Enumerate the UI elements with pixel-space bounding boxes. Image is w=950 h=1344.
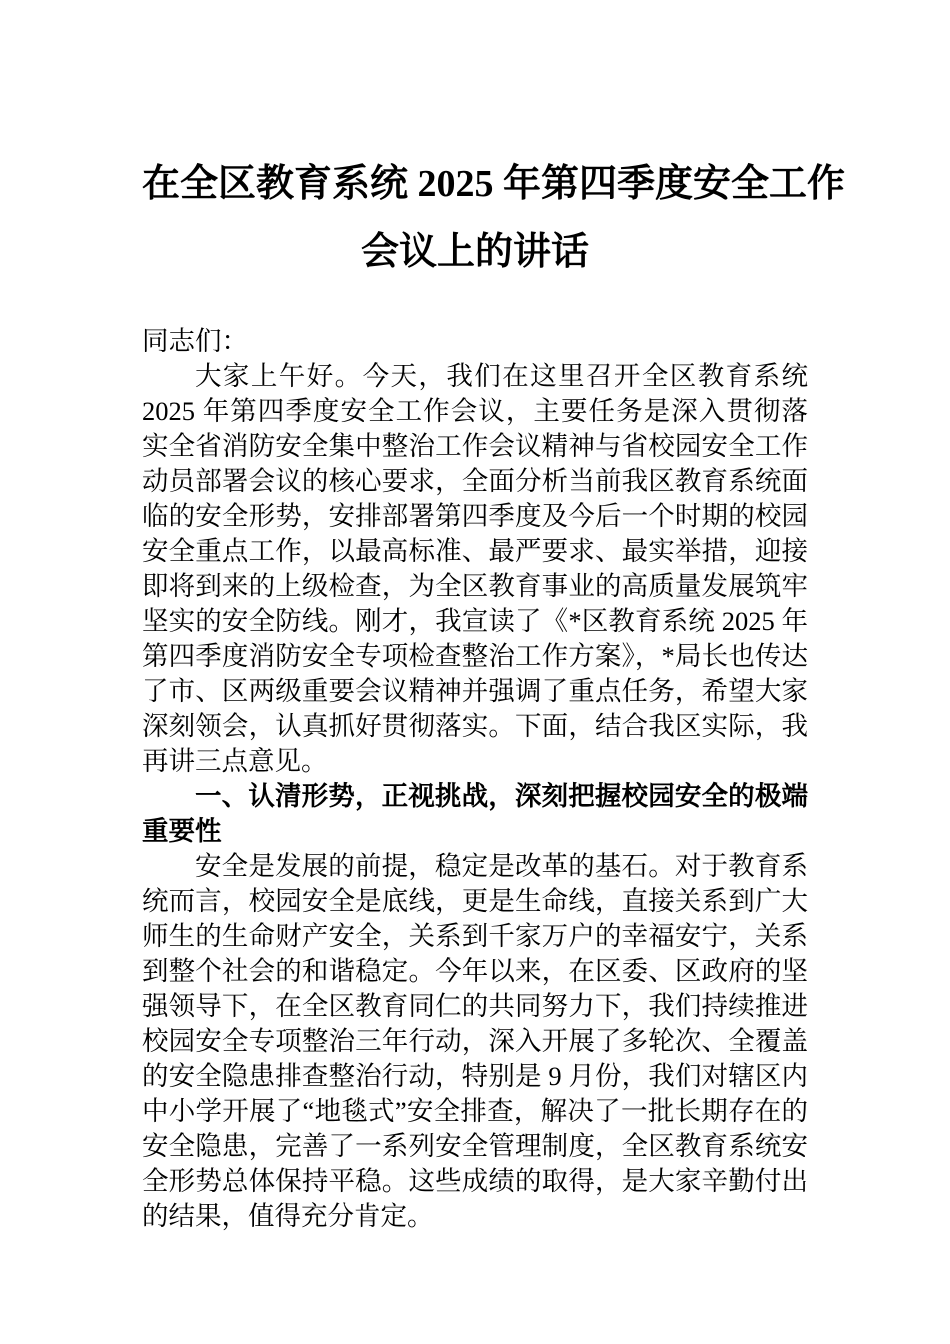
document-title bbox=[142, 150, 846, 286]
paragraph-section-1-body: 安全是发展的前提，稳定是改革的基石。对于教育系统而言，校园安全是底线，更是生命线，直接关系到广大师生的生命财产安全，关系到千家万户的幸福安宁，关系到整个社会的和谐稳定。今年以来，在区委、区政府的坚强领导下，在全区教育同仁的共同努力下，我们持续推进校园安全专项整治三年行动，深入开展了多轮次、全覆盖的安全隐患排查整治行动，特别是 9 月份，我们对辖区内中小学开展了“地毯式”安全排查，解决了一批长期存在的安全隐患，完善了一系列安全管理制度，全区教育系统安全形势总体保持平稳。这些成绩的取得，是大家辛勤付出的结果，值得充分肯定。 bbox=[142, 851, 808, 1231]
document-title-line-1: 在全区教育系统 2025 年第四季度安全工作 bbox=[142, 163, 846, 205]
paragraph-opening: 大家上午好。今天，我们在这里召开全区教育系统 2025 年第四季度安全工作会议，主要任务是深入贯彻落实全省消防安全集中整治工作会议精神与省校园安全工作动员部署会议的核心要求，全面分析当前我区教育系统面临的安全形势，安排部署第四季度及今后一个时期的校园安全重点工作，以最高标准、最严要求、最实举措，迎接即将到来的上级检查，为全区教育事业的高质量发展筑牢坚实的安全防线。刚才，我宣读了《*区教育系统 2025 年第四季度消防安全专项检查整治工作方案》，*局长也传达了市、区两级重要会议精神并强调了重点任务，希望大家深刻领会，认真抓好贯彻落实。下面，结合我区实际，我再讲三点意见。 bbox=[142, 361, 808, 776]
section-heading-1: 一、认清形势，正视挑战，深刻把握校园安全的极端重要性 bbox=[142, 781, 808, 846]
salutation: 同志们： bbox=[142, 326, 248, 356]
document-title-line-2: 会议上的讲话 bbox=[360, 231, 589, 273]
